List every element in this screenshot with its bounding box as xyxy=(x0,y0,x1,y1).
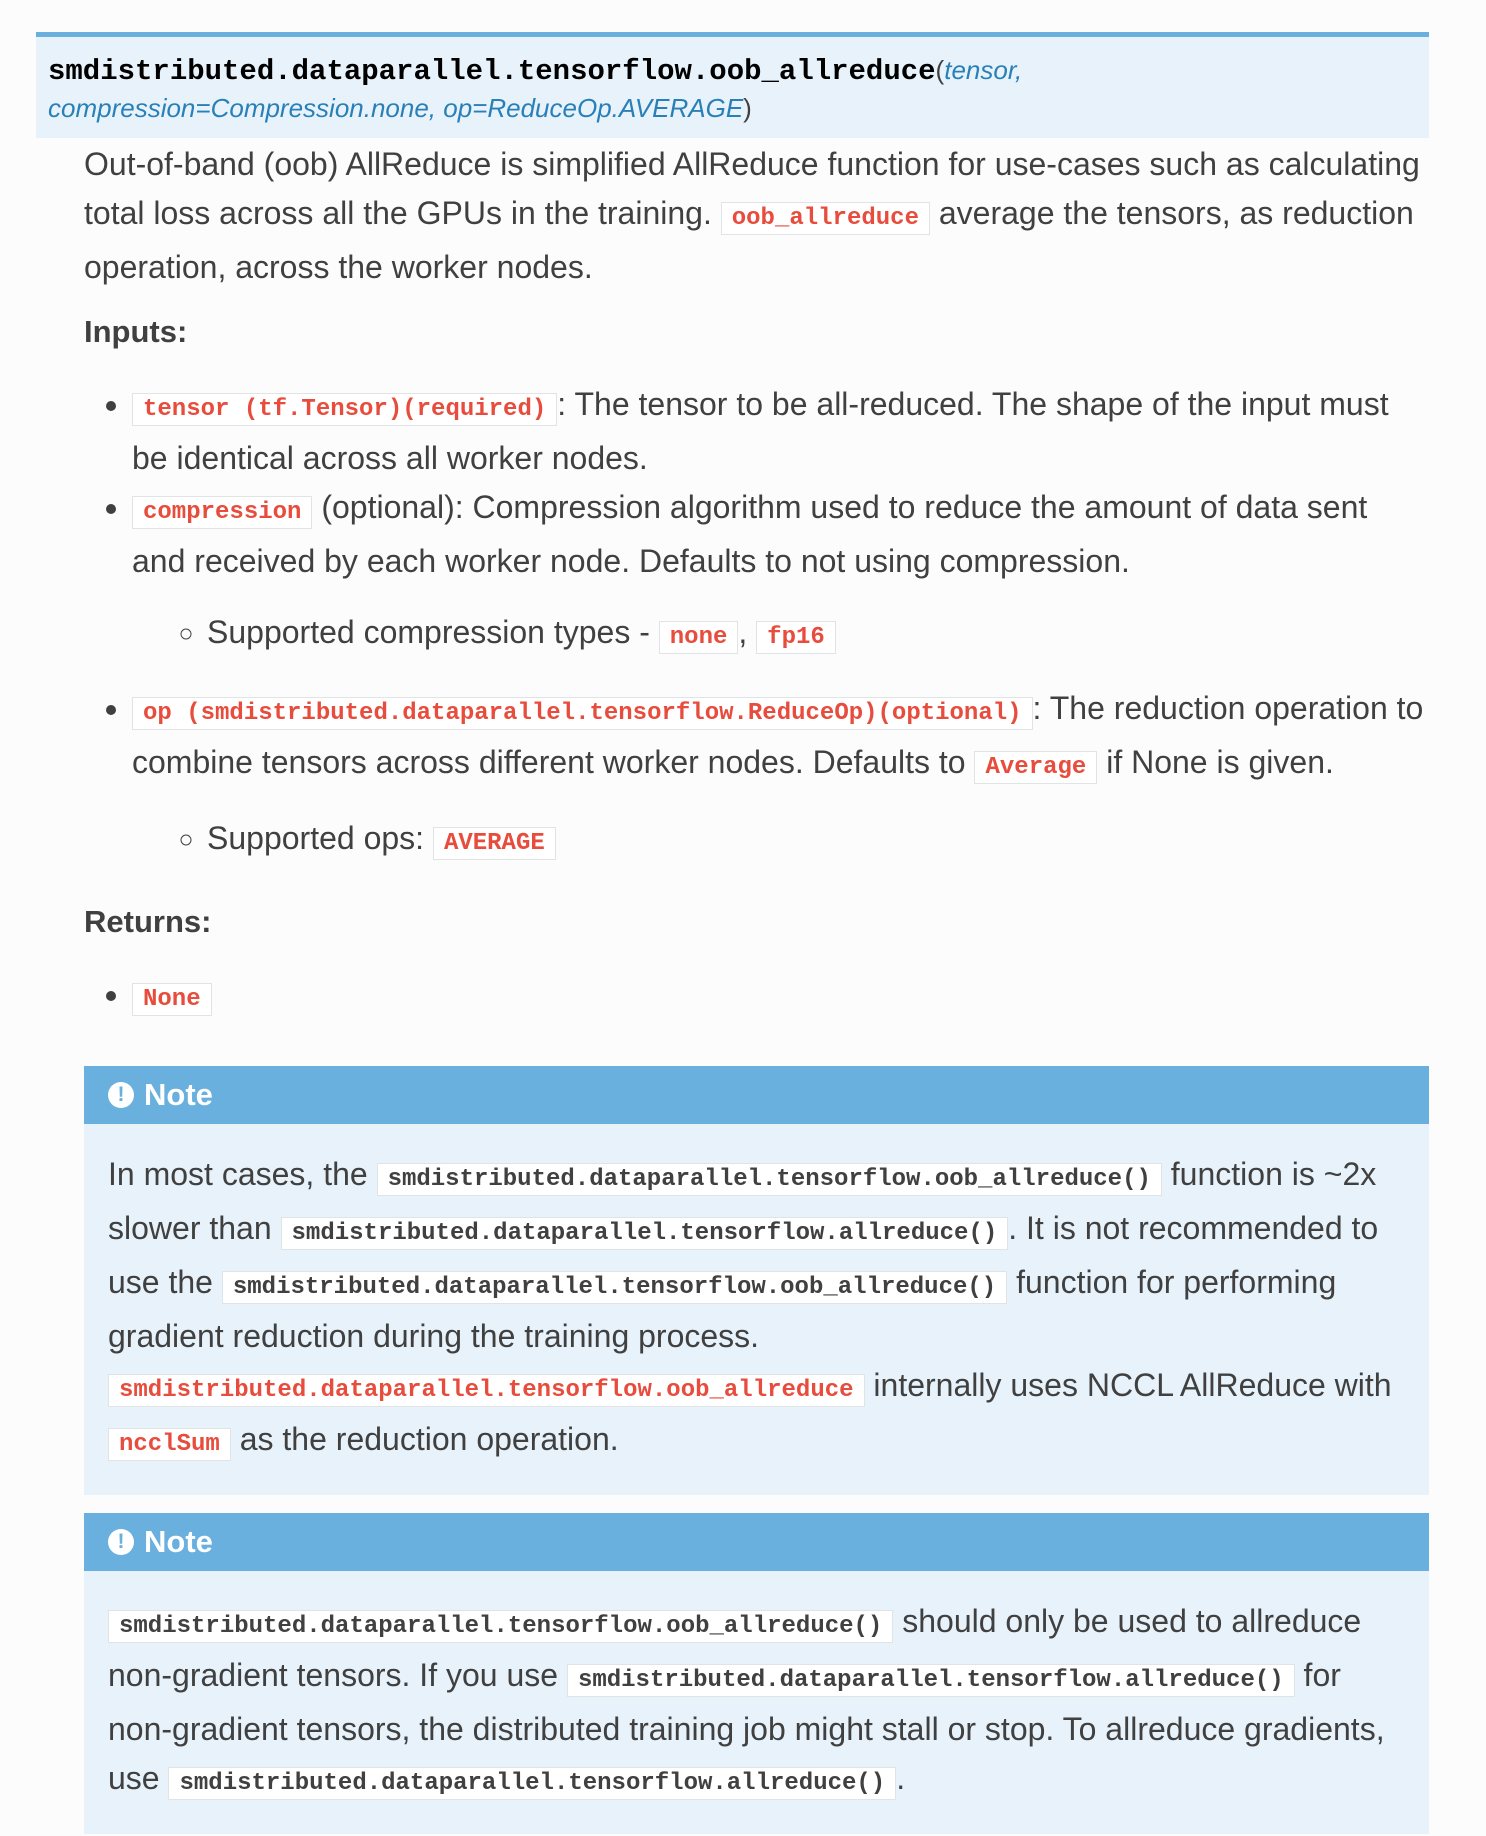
inline-code: none xyxy=(659,621,739,654)
returns-list xyxy=(84,970,1429,1024)
inline-code: smdistributed.dataparallel.tensorflow.oob_allreduce() xyxy=(222,1271,1007,1304)
exclamation-icon: ! xyxy=(108,1529,134,1555)
note-title-text: Note xyxy=(144,1077,213,1112)
inline-code: op (smdistributed.dataparallel.tensorflow.ReduceOp)(optional) xyxy=(132,697,1033,730)
inline-code: smdistributed.dataparallel.tensorflow.oob_allreduce xyxy=(108,1374,865,1407)
note-admonition-2 xyxy=(84,1513,1429,1834)
note-paragraph xyxy=(108,1597,1405,1808)
sub-list xyxy=(132,814,1429,868)
sub-item-text: Supported ops: xyxy=(207,820,433,856)
note-text: internally uses NCCL AllReduce with xyxy=(864,1367,1392,1403)
inline-code: ncclSum xyxy=(108,1428,231,1461)
description-paragraph xyxy=(84,140,1429,292)
note-text: function for performing gradient reduction during the training process. xyxy=(108,1264,1337,1354)
separator: , xyxy=(738,614,757,650)
sub-list-item xyxy=(207,608,1429,662)
inline-code: smdistributed.dataparallel.tensorflow.allreduce() xyxy=(567,1664,1295,1697)
inputs-heading: Inputs: xyxy=(84,314,188,349)
note-title xyxy=(84,1513,1429,1571)
list-item-text: : The tensor to be all-reduced. The shape of the input must be identical across all worker nodes. xyxy=(132,386,1389,476)
list-item xyxy=(132,483,1429,662)
list-item xyxy=(132,970,1429,1024)
note-body xyxy=(84,1571,1429,1834)
sub-item-text: Supported compression types - xyxy=(207,614,659,650)
list-item xyxy=(132,380,1429,483)
inline-code: smdistributed.dataparallel.tensorflow.oob_allreduce() xyxy=(108,1610,893,1643)
note-text: . xyxy=(896,1760,906,1796)
list-item-text-2: if None is given. xyxy=(1097,744,1334,780)
inline-code: smdistributed.dataparallel.tensorflow.allreduce() xyxy=(281,1217,1009,1250)
inline-code: oob_allreduce xyxy=(721,202,930,235)
note-body xyxy=(84,1124,1429,1495)
note-text: . It is not recommended to use the xyxy=(108,1210,1379,1300)
note-title xyxy=(84,1066,1429,1124)
sub-list-item xyxy=(207,814,1429,868)
close-paren: ) xyxy=(743,93,752,123)
note-text: function is ~2x slower than xyxy=(108,1156,1377,1246)
param-options: compression=Compression.none, op=ReduceOp.AVERAGE xyxy=(48,93,744,123)
function-description xyxy=(84,140,1429,1024)
list-item-text: (optional): Compression algorithm used to reduce the amount of data sent and received by each worker node. Defaults to not using compression. xyxy=(132,489,1368,579)
inline-code: tensor (tf.Tensor)(required) xyxy=(132,393,557,426)
sub-list xyxy=(132,608,1429,662)
note-text: should only be used to allreduce non-gradient tensors. If you use xyxy=(108,1603,1362,1693)
note-text: as the reduction operation. xyxy=(230,1421,619,1457)
description-text-1: Out-of-band (oob) AllReduce is simplified AllReduce function for use-cases such as calculating total loss across all the GPUs in the training. xyxy=(84,146,1420,231)
function-signature xyxy=(36,32,1429,138)
function-name: smdistributed.dataparallel.tensorflow.oob_allreduce xyxy=(48,55,936,88)
exclamation-icon: ! xyxy=(108,1082,134,1108)
note-paragraph xyxy=(108,1150,1405,1469)
returns-heading: Returns: xyxy=(84,904,212,939)
note-text: for non-gradient tensors, the distributed training job might stall or stop. To allreduce gradients, use xyxy=(108,1657,1385,1796)
description-text-2: average the tensors, as reduction operation, across the worker nodes. xyxy=(84,195,1414,285)
inline-code: Average xyxy=(974,751,1097,784)
inline-code: smdistributed.dataparallel.tensorflow.allreduce() xyxy=(168,1767,896,1800)
note-text: In most cases, the xyxy=(108,1156,377,1192)
inline-code: fp16 xyxy=(756,621,836,654)
inputs-list xyxy=(84,380,1429,868)
open-paren: ( xyxy=(935,55,945,85)
inline-code: None xyxy=(132,983,212,1016)
inline-code: smdistributed.dataparallel.tensorflow.oob_allreduce() xyxy=(377,1163,1162,1196)
list-item-text: : The reduction operation to combine tensors across different worker nodes. Defaults to xyxy=(132,690,1424,780)
note-admonition-1 xyxy=(84,1066,1429,1495)
note-title-text: Note xyxy=(144,1524,213,1559)
param-tensor: tensor, xyxy=(944,55,1023,85)
list-item xyxy=(132,684,1429,868)
inline-code: compression xyxy=(132,496,312,529)
inline-code: AVERAGE xyxy=(433,827,556,860)
